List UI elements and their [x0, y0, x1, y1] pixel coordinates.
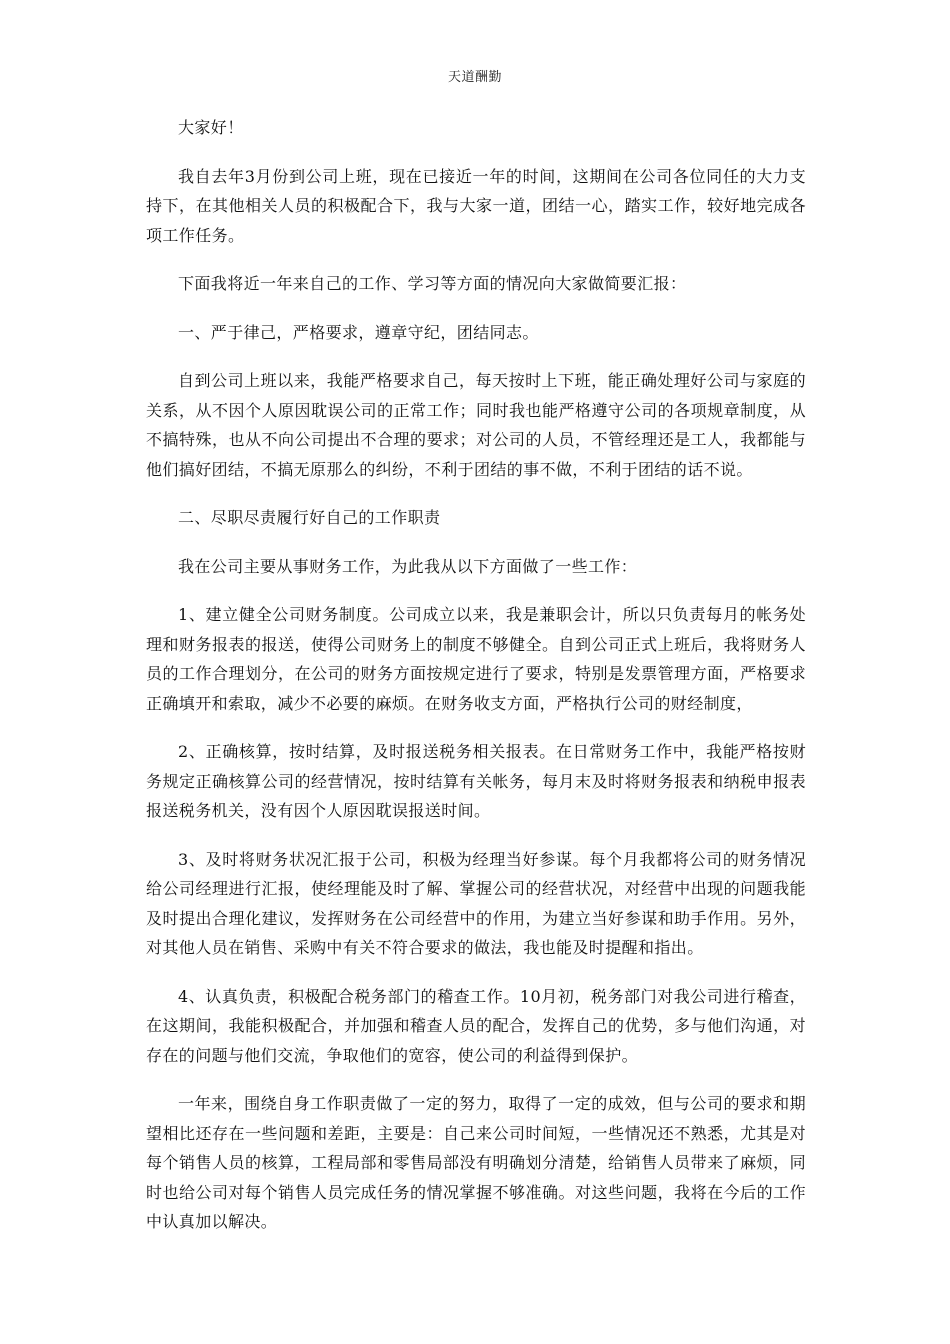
document-body: [146, 113, 806, 1256]
section-heading-1: 一、严于律己，严格要求，遵章守纪，团结同志。: [178, 322, 539, 342]
intro-paragraph: 我自去年3月份到公司上班，现在已接近一年的时间，这期间在公司各位同任的大力支持下，在其他相关人员的积极配合下，我与大家一道，团结一心，踏实工作，较好地完成各项工作任务。: [146, 166, 806, 245]
greeting-paragraph: 大家好！: [178, 118, 244, 137]
section-2-lead: 我在公司主要从事财务工作，为此我从以下方面做了一些工作：: [178, 556, 638, 576]
item-3-paragraph: 3、及时将财务状况汇报于公司，积极为经理当好参谋。每个月我都将公司的财务情况给公司经理进行汇报，使经理能及时了解、掌握公司的经营状况，对经营中出现的问题我能及时提出合理化建议，发挥财务在公司经营中的作用，为建立当好参谋和助手作用。另外，对其他人员在销售、采购中有关不符合要求的做法，我也能及时提醒和指出。: [146, 849, 806, 957]
summary-lead-paragraph: 下面我将近一年来自己的工作、学习等方面的情况向大家做简要汇报：: [178, 274, 687, 293]
item-4-paragraph: 4、认真负责，积极配合税务部门的稽查工作。10月初，税务部门对我公司进行稽查，在这期间，我能积极配合，并加强和稽查人员的配合，发挥自己的优势，多与他们沟通，对存在的问题与他们交流，争取他们的宽容，使公司的利益得到保护。: [146, 986, 806, 1065]
section-heading-2: 二、尽职尽责履行好自己的工作职责: [178, 508, 441, 527]
conclusion-paragraph: 一年来，围绕自身工作职责做了一定的努力，取得了一定的成效，但与公司的要求和期望相比还存在一些问题和差距，主要是：自己来公司时间短，一些情况还不熟悉，尤其是对每个销售人员的核算，工程局部和零售局部没有明确划分清楚，给销售人员带来了麻烦，同时也给公司对每个销售人员完成任务的情况掌握不够准确。对这些问题，我将在今后的工作中认真加以解决。: [146, 1094, 806, 1231]
section-1-body: 自到公司上班以来，我能严格要求自己，每天按时上下班，能正确处理好公司与家庭的关系，从不因个人原因耽误公司的正常工作；同时我也能严格遵守公司的各项规章制度，从不搞特殊，也从不向公司提出不合理的要求；对公司的人员，不管经理还是工人，我都能与他们搞好团结，不搞无原那么的纠纷，不利于团结的事不做，不利于团结的话不说。: [146, 371, 806, 479]
item-1-paragraph: 1、建立健全公司财务制度。公司成立以来，我是兼职会计，所以只负责每月的帐务处理和财务报表的报送，使得公司财务上的制度不够健全。自到公司正式上班后，我将财务人员的工作合理划分，在公司的财务方面按规定进行了要求，特别是发票管理方面，严格要求正确填开和索取，减少不必要的麻烦。在财务收支方面，严格执行公司的财经制度，: [146, 605, 806, 713]
page-header-title: 天道酬勤: [447, 70, 502, 85]
item-2-paragraph: 2、正确核算，按时结算，及时报送税务相关报表。在日常财务工作中，我能严格按财务规定正确核算公司的经营情况，按时结算有关帐务，每月末及时将财务报表和纳税申报表报送税务机关，没有因个人原因耽误报送时间。: [146, 742, 806, 820]
